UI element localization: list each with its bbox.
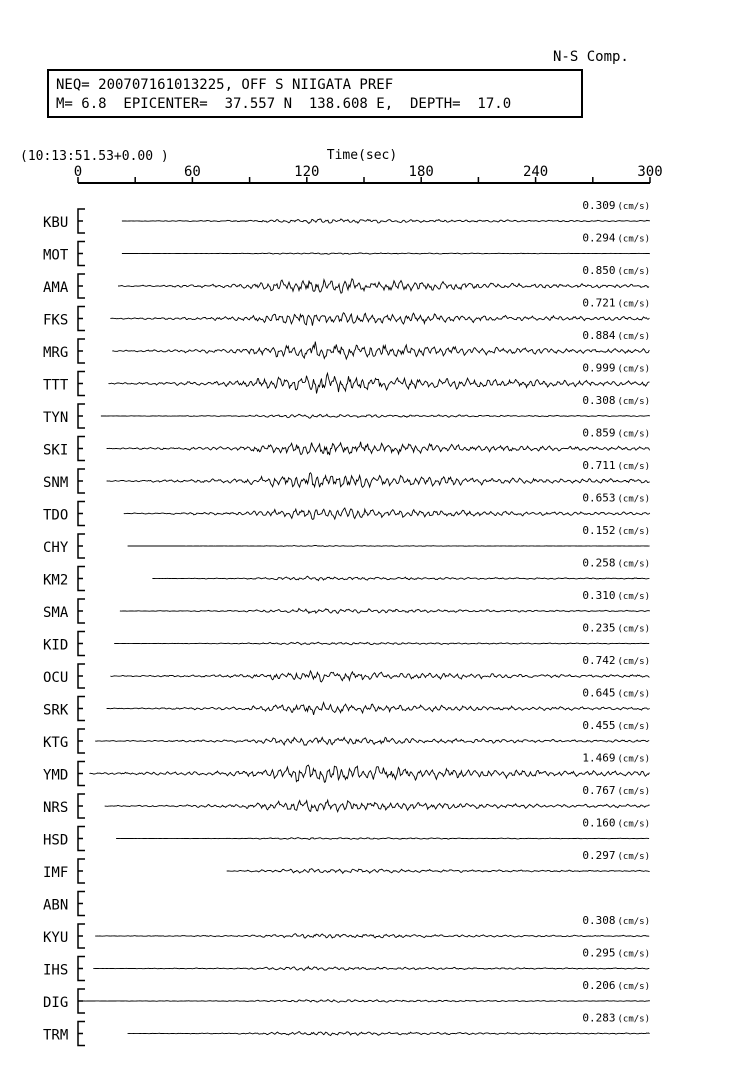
waveform-trace — [128, 545, 650, 546]
trace-bracket — [78, 632, 85, 656]
station-row — [43, 849, 650, 883]
station-label: TTT — [43, 377, 69, 394]
amplitude-unit: (cm/s) — [617, 234, 650, 245]
trace-bracket — [78, 729, 85, 753]
max-amplitude-value: 0.235 — [582, 621, 616, 635]
waveform-trace — [112, 342, 649, 359]
station-label: AMA — [43, 280, 69, 296]
station-label: SKI — [43, 442, 69, 459]
max-amplitude-value: 0.645 — [582, 686, 616, 700]
station-label: IMF — [43, 865, 69, 881]
station-row — [43, 199, 650, 233]
station-row — [43, 1012, 650, 1046]
trace-bracket — [78, 599, 85, 623]
amplitude-unit: (cm/s) — [617, 267, 650, 277]
amplitude-unit: (cm/s) — [617, 202, 650, 212]
station-label: KTG — [43, 735, 69, 751]
trace-bracket — [78, 827, 85, 851]
trace-bracket — [78, 242, 85, 266]
station-row — [43, 719, 650, 753]
station-row — [43, 557, 650, 591]
station-row — [43, 524, 650, 558]
trace-bracket — [78, 1022, 85, 1046]
amplitude-unit: (cm/s) — [617, 299, 650, 310]
station-row — [43, 394, 650, 428]
station-row — [43, 459, 650, 493]
max-amplitude-label — [582, 622, 650, 635]
max-amplitude-value: 0.653 — [582, 491, 616, 505]
x-tick-label: 300 — [637, 164, 663, 180]
station-row — [43, 622, 650, 656]
event-info-line1: NEQ= 200707161013225, OFF S NIIGATA PREF — [56, 77, 394, 93]
amplitude-unit: (cm/s) — [617, 462, 650, 472]
max-amplitude-label — [582, 492, 650, 505]
station-label: MOT — [43, 247, 69, 264]
waveform-trace — [110, 313, 649, 326]
trace-bracket — [78, 274, 85, 298]
amplitude-unit: (cm/s) — [617, 949, 650, 960]
waveform-trace — [105, 800, 650, 812]
waveform-trace — [124, 508, 650, 519]
max-amplitude-value: 0.999 — [582, 361, 616, 375]
max-amplitude-value: 0.206 — [582, 979, 616, 992]
amplitude-unit: (cm/s) — [617, 559, 650, 570]
station-row — [43, 232, 650, 266]
max-amplitude-label — [582, 264, 650, 277]
event-info-line2: M= 6.8 EPICENTER= 37.557 N 138.608 E, DEPTH= 17.0 — [56, 96, 512, 112]
max-amplitude-label — [582, 719, 650, 732]
amplitude-unit: (cm/s) — [617, 397, 650, 407]
x-tick-label: 120 — [294, 164, 320, 180]
waveform-trace — [107, 703, 650, 715]
station-label: KM2 — [43, 572, 69, 589]
waveform-trace — [122, 253, 650, 254]
waveform-trace — [80, 1000, 650, 1003]
max-amplitude-label — [582, 394, 650, 407]
trace-bracket — [78, 762, 85, 786]
amplitude-unit: (cm/s) — [617, 429, 650, 440]
max-amplitude-label — [582, 329, 650, 342]
trace-bracket — [78, 209, 85, 233]
station-label: TRM — [43, 1027, 69, 1044]
max-amplitude-label — [582, 297, 650, 310]
trace-bracket — [78, 924, 85, 948]
max-amplitude-value: 0.308 — [582, 394, 616, 407]
station-row — [43, 427, 650, 461]
max-amplitude-value: 0.721 — [582, 296, 616, 310]
max-amplitude-value: 0.294 — [582, 231, 616, 245]
max-amplitude-value: 0.850 — [582, 264, 616, 277]
max-amplitude-label — [582, 427, 650, 440]
amplitude-unit: (cm/s) — [617, 689, 650, 700]
amplitude-unit: (cm/s) — [617, 722, 650, 732]
max-amplitude-value: 0.711 — [582, 459, 616, 472]
max-amplitude-label — [582, 199, 650, 212]
station-row — [43, 784, 650, 818]
max-amplitude-value: 0.283 — [582, 1011, 616, 1025]
max-amplitude-label — [582, 914, 650, 927]
amplitude-unit: (cm/s) — [617, 1014, 650, 1025]
station-row — [43, 264, 650, 298]
trace-bracket — [78, 469, 85, 493]
x-tick-label: 180 — [408, 164, 434, 180]
amplitude-unit: (cm/s) — [617, 657, 650, 667]
waveform-trace — [227, 869, 650, 874]
max-amplitude-label — [582, 752, 650, 765]
amplitude-unit: (cm/s) — [617, 754, 650, 765]
station-label: SNM — [43, 475, 69, 491]
station-row — [43, 329, 650, 363]
waveform-trace — [110, 671, 649, 682]
station-row — [43, 817, 650, 851]
max-amplitude-label — [582, 524, 650, 537]
amplitude-unit: (cm/s) — [617, 332, 650, 342]
max-amplitude-value: 0.152 — [582, 524, 616, 537]
trace-bracket — [78, 794, 85, 818]
amplitude-unit: (cm/s) — [617, 852, 650, 862]
trace-bracket — [78, 664, 85, 688]
max-amplitude-label — [582, 687, 650, 700]
trace-bracket — [78, 534, 85, 558]
start-time-label: (10:13:51.53+0.00 ) — [20, 149, 169, 164]
max-amplitude-label — [582, 1012, 650, 1025]
waveform-trace — [107, 442, 650, 455]
max-amplitude-value: 0.767 — [582, 784, 616, 797]
station-label: TDO — [43, 507, 69, 524]
station-label: HSD — [43, 832, 69, 849]
x-axis-title: Time(sec) — [326, 148, 398, 163]
station-row — [43, 492, 650, 526]
max-amplitude-value: 0.295 — [582, 946, 616, 960]
station-row — [43, 892, 85, 916]
x-tick-label: 60 — [183, 164, 201, 180]
x-tick-label: 240 — [522, 164, 549, 180]
station-label: SRK — [43, 702, 69, 719]
max-amplitude-value: 0.308 — [582, 914, 616, 927]
waveform-trace — [118, 279, 649, 293]
station-label: TYN — [43, 410, 69, 426]
max-amplitude-value: 0.160 — [582, 816, 616, 830]
max-amplitude-label — [582, 947, 650, 960]
amplitude-unit: (cm/s) — [617, 982, 650, 992]
trace-bracket — [78, 502, 85, 526]
x-tick-label: 0 — [73, 164, 83, 180]
max-amplitude-value: 0.859 — [582, 426, 616, 440]
trace-bracket — [78, 339, 85, 363]
station-traces — [43, 199, 650, 1046]
station-row — [43, 914, 650, 948]
max-amplitude-value: 0.742 — [582, 654, 616, 667]
waveform-trace — [114, 642, 649, 645]
trace-bracket — [78, 437, 85, 461]
station-row — [43, 979, 650, 1013]
station-row — [43, 589, 650, 623]
max-amplitude-label — [582, 849, 650, 862]
trace-bracket — [78, 957, 85, 981]
waveform-trace — [107, 473, 650, 488]
amplitude-unit: (cm/s) — [617, 917, 650, 927]
max-amplitude-value: 0.309 — [582, 199, 616, 212]
waveform-trace — [152, 576, 649, 580]
waveform-trace — [93, 967, 649, 971]
waveform-trace — [122, 219, 650, 224]
amplitude-unit: (cm/s) — [617, 624, 650, 635]
station-label: KID — [43, 637, 69, 654]
waveform-trace — [95, 737, 649, 745]
station-label: OCU — [43, 670, 69, 686]
max-amplitude-value: 1.469 — [582, 751, 616, 765]
amplitude-unit: (cm/s) — [617, 494, 650, 505]
station-label: MRG — [43, 345, 69, 361]
max-amplitude-value: 0.455 — [582, 719, 616, 732]
max-amplitude-label — [582, 817, 650, 830]
max-amplitude-label — [582, 979, 650, 992]
waveform-trace — [89, 765, 649, 782]
amplitude-unit: (cm/s) — [617, 364, 650, 375]
amplitude-unit: (cm/s) — [617, 527, 650, 537]
trace-bracket — [78, 567, 85, 591]
max-amplitude-label — [582, 232, 650, 245]
trace-bracket — [78, 859, 85, 883]
station-row — [43, 687, 650, 721]
waveform-trace — [95, 934, 649, 938]
trace-bracket — [78, 892, 85, 916]
max-amplitude-label — [582, 589, 650, 602]
waveform-trace — [120, 609, 650, 614]
waveform-trace — [116, 838, 649, 840]
max-amplitude-value: 0.258 — [582, 556, 616, 570]
amplitude-unit: (cm/s) — [617, 787, 650, 797]
max-amplitude-label — [582, 362, 650, 375]
amplitude-unit: (cm/s) — [617, 592, 650, 602]
trace-bracket — [78, 372, 85, 396]
station-label: IHS — [43, 962, 69, 979]
station-label: KBU — [43, 215, 69, 231]
station-label: NRS — [43, 800, 69, 816]
x-axis — [74, 164, 663, 183]
station-label: SMA — [43, 605, 69, 621]
station-label: CHY — [43, 540, 69, 556]
amplitude-unit: (cm/s) — [617, 819, 650, 830]
station-label: FKS — [43, 312, 69, 329]
station-row — [43, 947, 650, 981]
station-label: DIG — [43, 995, 69, 1011]
station-label: ABN — [43, 897, 69, 914]
station-label: YMD — [43, 767, 69, 784]
trace-bracket — [78, 404, 85, 428]
trace-bracket — [78, 307, 85, 331]
max-amplitude-label — [582, 784, 650, 797]
max-amplitude-label — [582, 557, 650, 570]
waveform-trace — [109, 373, 650, 393]
max-amplitude-value: 0.297 — [582, 849, 616, 862]
waveform-trace — [128, 1032, 650, 1036]
station-row — [43, 752, 650, 786]
max-amplitude-label — [582, 654, 650, 667]
max-amplitude-label — [582, 459, 650, 472]
component-label: N-S Comp. — [553, 49, 629, 65]
waveform-trace — [101, 414, 650, 418]
station-label: KYU — [43, 930, 69, 946]
trace-bracket — [78, 697, 85, 721]
max-amplitude-value: 0.884 — [582, 329, 616, 342]
station-row — [43, 362, 650, 396]
station-row — [43, 654, 650, 688]
max-amplitude-value: 0.310 — [582, 589, 616, 602]
station-row — [43, 297, 650, 331]
